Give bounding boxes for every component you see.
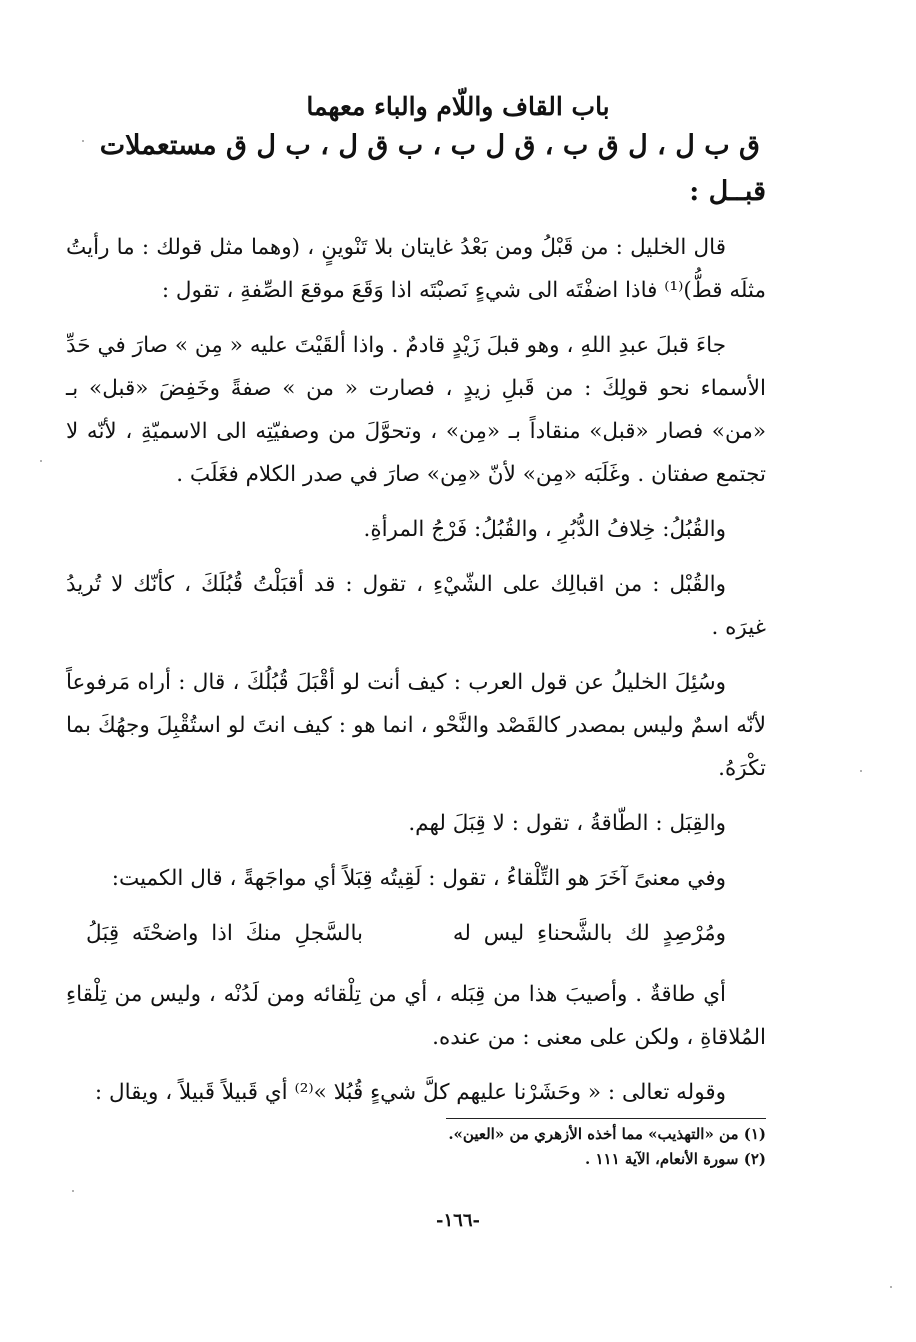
paragraph: والقُبُلُ: خِلافُ الدُّبُرِ ، والقُبُلُ: فَرْجُ المرأةِ. [363,517,726,542]
verse-first-hemistich: ومُرْصِدٍ لك بالشَّحناءِ ليس له [452,921,726,946]
chapter-title: باب القاف واللّام والباء معهما [306,92,610,121]
footnote: (١) من «التهذيب» مما أخذه الأزهري من «العين». [448,1125,766,1143]
main-text [66,226,766,1126]
paragraph: وقوله تعالى : « وحَشَرْنا عليهم كلَّ شيءٍ قُبُلا »⁽²⁾ أي قَبيلاً قَبيلاً ، ويقال : [94,1080,726,1105]
poetry-verse [66,912,766,955]
footnote: (٢) سورة الأنعام، الآية ١١١ . [585,1150,766,1168]
entry-heading: قبــل : [689,176,766,207]
paragraph: والقِبَل : الطّاقةُ ، تقول : لا قِبَلَ لهم. [408,811,726,836]
scan-speck [40,460,42,462]
footnotes [66,1122,766,1172]
verse-second-hemistich: بالسَّجلِ منكَ اذا واضحْتَه قِبَلُ [86,921,364,946]
scan-speck [82,140,84,142]
paragraph: وفي معنىً آخَرَ هو التِّلْقاءُ ، تقول : لَقِيتُه قِبَلاً أي مواجَهةً ، قال الكميت: [111,866,726,891]
paragraph: أي طاقةٌ . وأصيبَ هذا من قِبَله ، أي من تِلْقائه ومن لَدُنْه ، وليس من تِلْقاءِ المُلاقاةِ ، ولكن على معنى : من عنده. [66,982,766,1050]
paragraph: جاءَ قبلَ عبدِ اللهِ ، وهو قبلَ زَيْدٍ قادمٌ . واذا ألقَيْتَ عليه « مِن » صارَ في حَدِّ الأسماء نحو قولِكَ : من قَبلِ زيدٍ ، فصارت « من » صفةً وخَفِضَ «قبل» بـ «من» فصار «قبل» منقاداً بـ «مِن» ، وتحوَّلَ من وصفيّتِه الى الاسميّةِ ، لأنّه لا تجتمع صفتان . وغَلَبَه «مِن» لأنّ «مِن» صارَ في صدر الكلام فغَلَبَ . [66,333,766,487]
chapter-subtitle: ق ب ل ، ل ق ب ، ق ل ب ، ب ق ل ، ب ل ق مستعملات [99,130,760,161]
page-number: -١٦٦- [436,1210,480,1231]
scan-speck [890,1286,892,1288]
footnote-separator [446,1118,766,1119]
paragraph: وسُئِلَ الخليلُ عن قول العرب : كيف أنت لو أقْبَلَ قُبُلُكَ ، قال : أراه مَرفوعاً لأنّه اسمٌ وليس بمصدر كالقَصْد والنَّحْو ، انما هو : كيف انتَ لو استُقْبِلَ وجهُكَ بما تكْرَهُ. [66,670,766,781]
scan-speck [860,770,862,772]
scan-speck [72,1190,74,1192]
paragraph: قال الخليل : من قَبْلُ ومن بَعْدُ غايتان بلا تَنْوينٍ ، (وهما مثل قولك : ما رأيتُ مثلَه قطُّ)⁽¹⁾ فاذا اضفْتَه الى شيءٍ نَصبْتَه اذا وَقَعَ موقعَ الصِّفةِ ، تقول : [66,235,766,303]
paragraph: والقُبْل : من اقبالِك على الشّيْءِ ، تقول : قد أقبَلْتُ قُبُلَكَ ، كأنّك لا تُريدُ غيرَه . [66,572,766,640]
